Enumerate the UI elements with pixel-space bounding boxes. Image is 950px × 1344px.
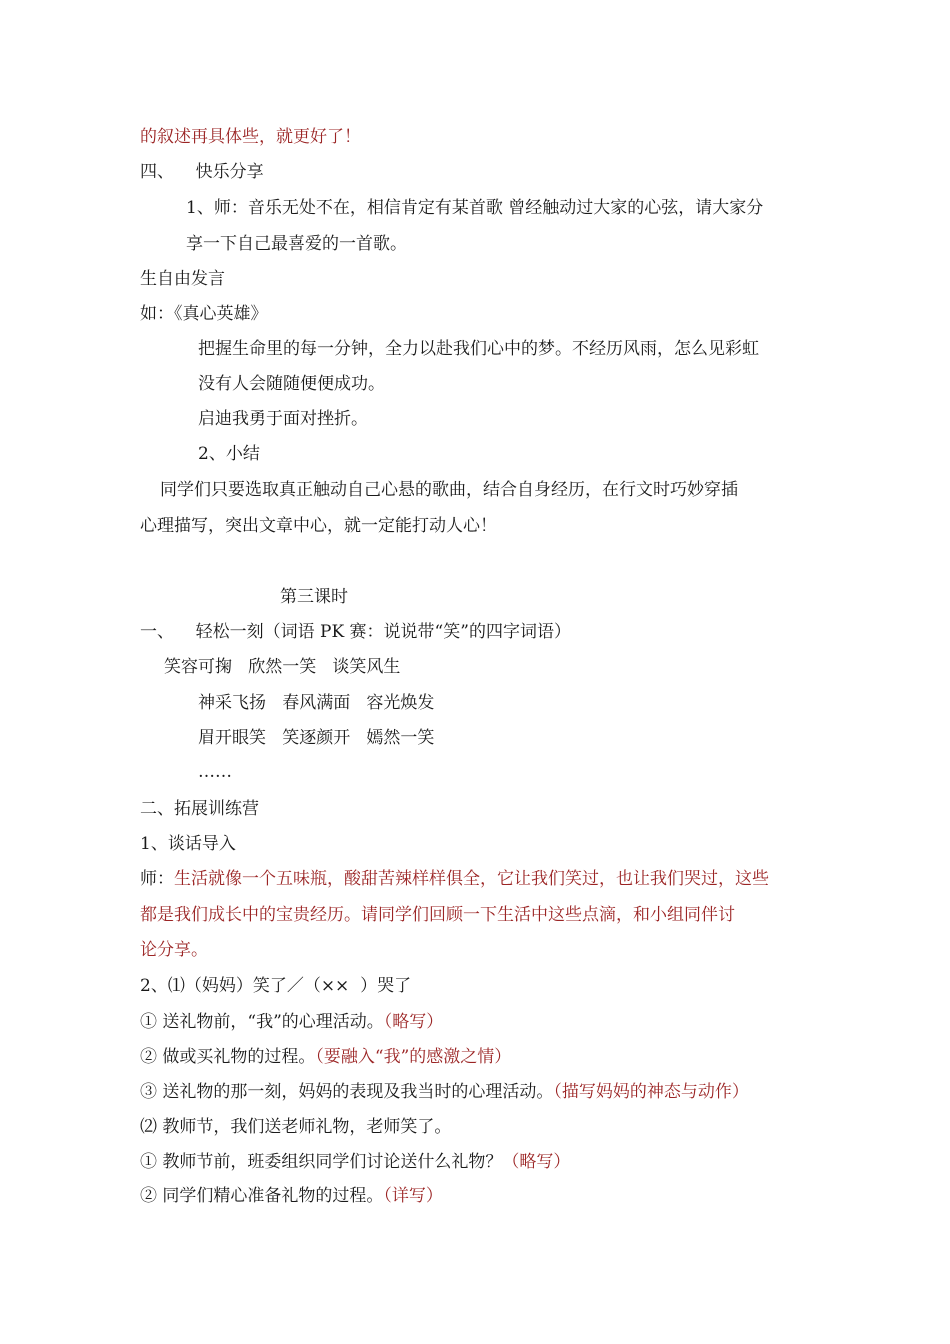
item-text: ① 教师节前，班委组织同学们讨论送什么礼物？ <box>140 1152 503 1172</box>
section-heading-4: 四、 快乐分享 <box>140 162 264 182</box>
item-text: ② 同学们精心准备礼物的过程。 <box>140 1186 384 1206</box>
item-note: （描写妈妈的神态与动作） <box>553 1082 749 1102</box>
word-list-row-3: 眉开眼笑 笑逐颜开 嫣然一笑 <box>198 728 435 748</box>
text-line-12: 心理描写，突出文章中心，就一定能打动人心！ <box>140 516 497 536</box>
text-line-25 <box>140 1010 443 1034</box>
text-line-7: 把握生命里的每一分钟，全力以赴我们心中的梦。不经历风雨，怎么见彩虹 <box>198 339 759 359</box>
section-heading-1: 一、 轻松一刻（词语 PK 赛：说说带“笑”的四字词语） <box>140 622 571 642</box>
section-heading-2: 二、拓展训练营 <box>140 799 259 819</box>
text-line-8: 没有人会随随便便成功。 <box>198 374 385 394</box>
text-line-23: 论分享。 <box>140 940 208 960</box>
text-line-30 <box>140 1184 443 1208</box>
text-line-22: 都是我们成长中的宝贵经历。请同学们回顾一下生活中这些点滴，和小组同伴讨 <box>140 905 735 925</box>
text-line-28: ⑵ 教师节，我们送老师礼物，老师笑了。 <box>140 1117 452 1137</box>
text-line-21 <box>140 867 769 891</box>
word-list-row-2: 神采飞扬 春风满面 容光焕发 <box>198 693 435 713</box>
teacher-speech: 生活就像一个五味瓶，酸甜苦辣样样俱全，它让我们笑过，也让我们哭过，这些 <box>174 869 769 889</box>
lesson-title: 第三课时 <box>280 587 348 607</box>
text-line-11: 同学们只要选取真正触动自己心悬的歌曲，结合自身经历，在行文时巧妙穿插 <box>160 480 738 500</box>
text-line-10: 2、小结 <box>198 444 260 464</box>
text-line-6: 如：《真心英雄》 <box>140 304 268 324</box>
item-note: （详写） <box>383 1186 443 1206</box>
ellipsis: …… <box>198 762 232 782</box>
text-line-1: 的叙述再具体些，就更好了！ <box>140 127 361 147</box>
text-line-4: 享一下自己最喜爱的一首歌。 <box>186 234 407 254</box>
item-note: （要融入“我”的感激之情） <box>315 1047 512 1067</box>
item-note: （略写） <box>502 1152 571 1172</box>
text-line-5: 生自由发言 <box>140 269 225 289</box>
word-list-row-1: 笑容可掬 欣然一笑 谈笑风生 <box>164 657 401 677</box>
item-text: ② 做或买礼物的过程。 <box>140 1047 316 1067</box>
text-line-29 <box>140 1150 570 1174</box>
teacher-prefix: 师： <box>140 869 174 889</box>
item-text: ① 送礼物前，“我”的心理活动。 <box>140 1012 384 1032</box>
text-line-26 <box>140 1045 511 1069</box>
item-text: ③ 送礼物的那一刻，妈妈的表现及我当时的心理活动。 <box>140 1082 554 1102</box>
text-line-27 <box>140 1080 749 1104</box>
text-line-9: 启迪我勇于面对挫折。 <box>198 409 368 429</box>
text-line-24: 2、⑴（妈妈）笑了／（×× ）哭了 <box>140 976 412 996</box>
text-line-20: 1、谈话导入 <box>140 834 236 854</box>
text-line-3: 1、师：音乐无处不在，相信肯定有某首歌 曾经触动过大家的心弦，请大家分 <box>186 198 764 218</box>
item-note: （略写） <box>383 1012 444 1032</box>
